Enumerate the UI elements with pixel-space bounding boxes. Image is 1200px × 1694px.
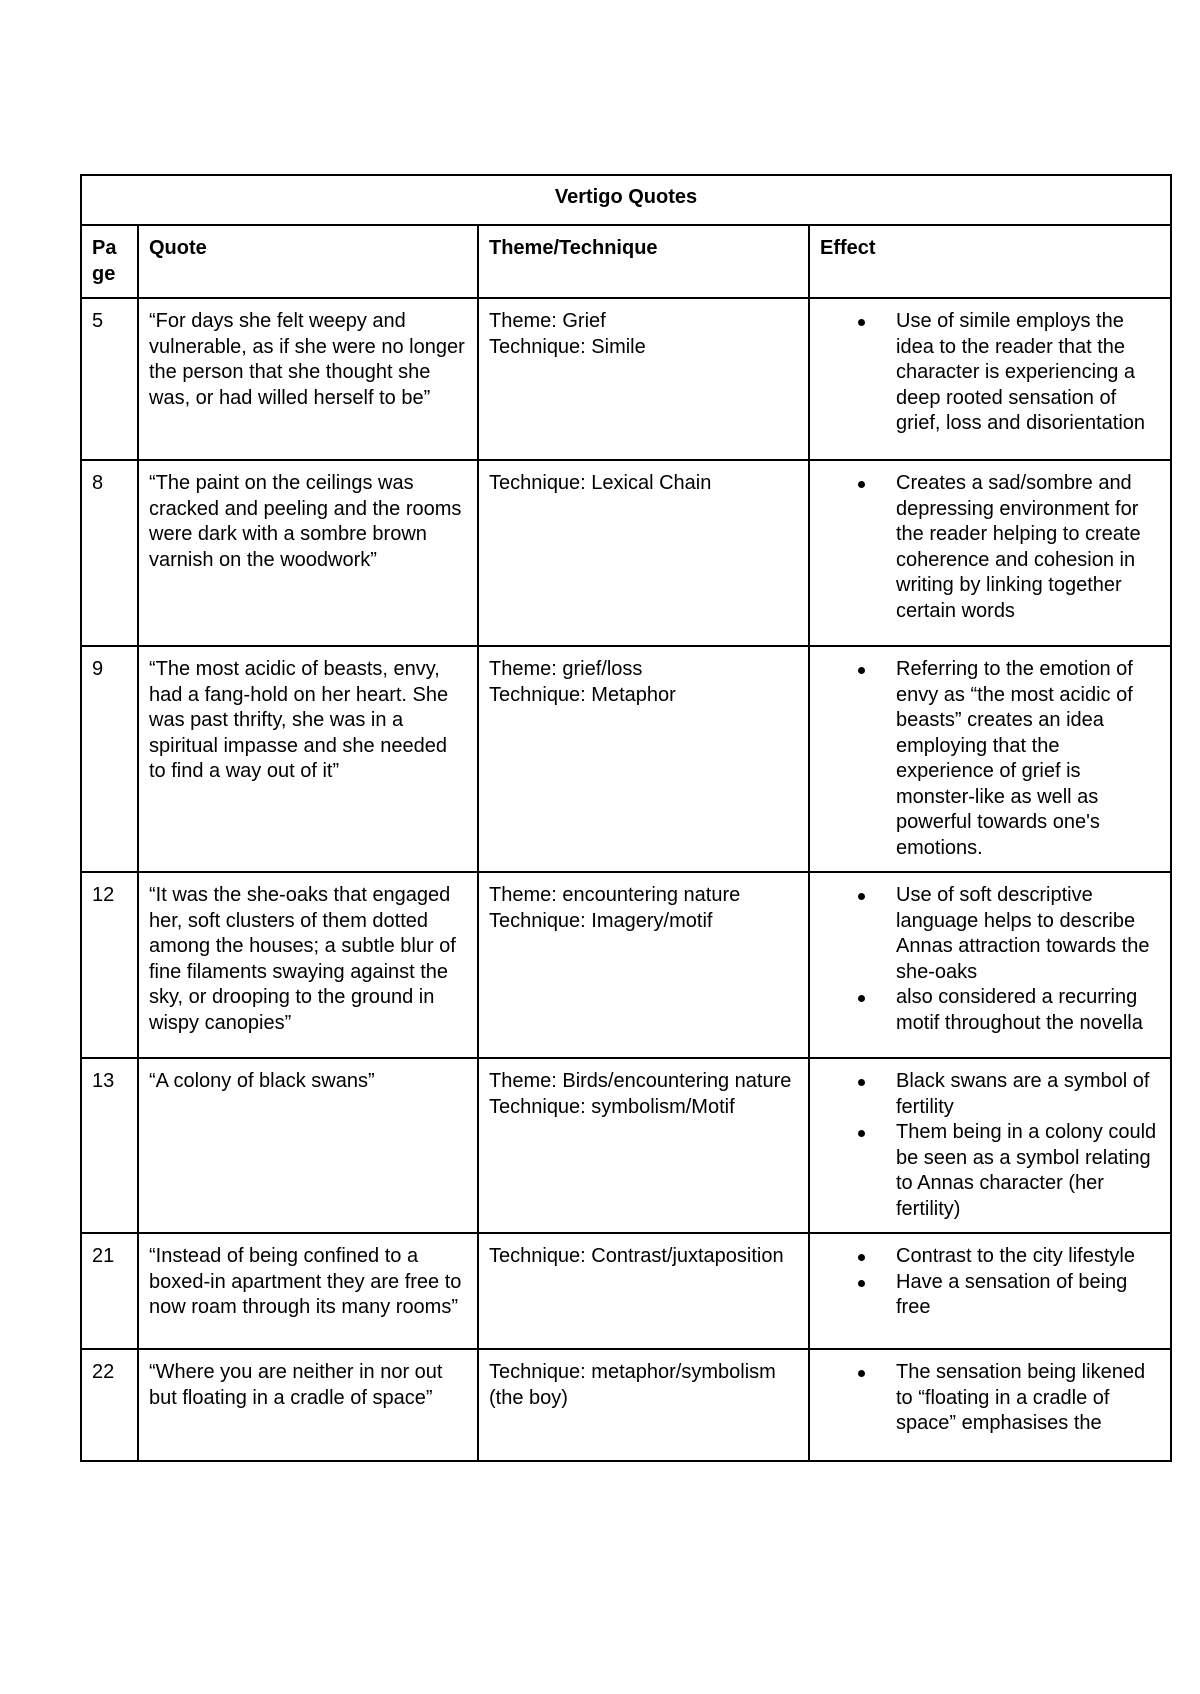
effect-text: Them being in a colony could be seen as a symbol relating to Annas character (her fertility) — [896, 1121, 1157, 1220]
bullet-icon — [858, 1370, 865, 1377]
bullet-icon — [858, 893, 865, 900]
effect-list-item — [896, 1360, 1161, 1437]
page-number-cell: 21 — [81, 1233, 138, 1349]
effect-text: Black swans are a symbol of fertility — [896, 1070, 1150, 1118]
effect-text: Have a sensation of being free — [896, 1270, 1128, 1318]
effect-cell — [809, 1233, 1171, 1349]
effect-list — [820, 309, 1161, 437]
theme-technique-line: Technique: Contrast/juxtaposition — [489, 1245, 784, 1267]
effect-list — [820, 1360, 1161, 1437]
effect-text: Contrast to the city lifestyle — [896, 1245, 1135, 1267]
effect-cell — [809, 646, 1171, 872]
effect-cell — [809, 1058, 1171, 1233]
table-row — [81, 1349, 1171, 1461]
effect-list — [820, 1244, 1161, 1321]
effect-text: Referring to the emotion of envy as “the most acidic of beasts” creates an idea employing that the experience of grief is monster-like as well as powerful towards one's emotions. — [896, 658, 1133, 859]
effect-text: The sensation being likened to “floating in a cradle of space” emphasises the — [896, 1361, 1146, 1434]
table-row — [81, 872, 1171, 1058]
effect-cell — [809, 872, 1171, 1058]
bullet-icon — [858, 1254, 865, 1261]
effect-list — [820, 1069, 1161, 1222]
theme-technique-line: Technique: Metaphor — [489, 683, 676, 706]
theme-technique-cell — [478, 1349, 809, 1461]
effect-list — [820, 657, 1161, 861]
table-row — [81, 1233, 1171, 1349]
effect-list-item — [896, 985, 1161, 1036]
page-number-cell: 5 — [81, 298, 138, 460]
bullet-icon — [858, 319, 865, 326]
table-title: Vertigo Quotes — [81, 175, 1171, 225]
page-number-cell: 13 — [81, 1058, 138, 1233]
theme-technique-cell — [478, 1058, 809, 1233]
header-effect: Effect — [809, 225, 1171, 298]
header-row — [81, 225, 1171, 298]
table-body — [81, 298, 1171, 1461]
theme-technique-line: Theme: grief/loss — [489, 658, 643, 680]
theme-technique-line: Technique: Imagery/motif — [489, 909, 713, 932]
effect-text: also considered a recurring motif throughout the novella — [896, 986, 1143, 1034]
effect-list-item — [896, 883, 1161, 985]
effect-cell — [809, 460, 1171, 646]
bullet-icon — [858, 1280, 865, 1287]
quotes-table — [80, 174, 1172, 1462]
effect-list-item — [896, 1270, 1161, 1321]
bullet-icon — [858, 481, 865, 488]
effect-list-item — [896, 471, 1161, 624]
page-number-cell: 9 — [81, 646, 138, 872]
table-row — [81, 460, 1171, 646]
effect-list-item — [896, 1069, 1161, 1120]
page-number-cell: 22 — [81, 1349, 138, 1461]
bullet-icon — [858, 1079, 865, 1086]
quote-cell: “Where you are neither in nor out but floating in a cradle of space” — [138, 1349, 478, 1461]
page-number-cell: 12 — [81, 872, 138, 1058]
theme-technique-cell — [478, 646, 809, 872]
theme-technique-line: Theme: Grief — [489, 310, 606, 332]
bullet-icon — [858, 995, 865, 1002]
bullet-icon — [858, 1130, 865, 1137]
effect-text: Use of soft descriptive language helps to describe Annas attraction towards the she-oaks — [896, 884, 1150, 983]
bullet-icon — [858, 667, 865, 674]
theme-technique-line: Technique: symbolism/Motif — [489, 1095, 735, 1118]
table-row — [81, 298, 1171, 460]
theme-technique-line: Technique: metaphor/symbolism (the boy) — [489, 1361, 776, 1409]
theme-technique-line: Technique: Lexical Chain — [489, 472, 712, 494]
quote-cell: “The paint on the ceilings was cracked and peeling and the rooms were dark with a sombre brown varnish on the woodwork” — [138, 460, 478, 646]
table-row — [81, 646, 1171, 872]
theme-technique-cell — [478, 298, 809, 460]
header-theme: Theme/Technique — [478, 225, 809, 298]
effect-cell — [809, 298, 1171, 460]
effect-list-item — [896, 1120, 1161, 1222]
quote-cell: “For days she felt weepy and vulnerable, as if she were no longer the person that she thought she was, or had willed herself to be” — [138, 298, 478, 460]
quote-cell: “The most acidic of beasts, envy, had a fang-hold on her heart. She was past thrifty, she was in a spiritual impasse and she needed to find a way out of it” — [138, 646, 478, 872]
effect-list-item — [896, 1244, 1161, 1270]
theme-technique-cell — [478, 460, 809, 646]
theme-technique-line: Theme: Birds/encountering nature — [489, 1070, 792, 1092]
effect-list-item — [896, 657, 1161, 861]
effect-cell — [809, 1349, 1171, 1461]
header-quote: Quote — [138, 225, 478, 298]
table-row — [81, 1058, 1171, 1233]
quote-cell: “A colony of black swans” — [138, 1058, 478, 1233]
effect-list — [820, 883, 1161, 1036]
effect-text: Use of simile employs the idea to the reader that the character is experiencing a deep rooted sensation of grief, loss and disorientation — [896, 310, 1146, 434]
theme-technique-cell — [478, 872, 809, 1058]
title-row — [81, 175, 1171, 225]
effect-list — [820, 471, 1161, 624]
quote-cell: “Instead of being confined to a boxed-in apartment they are free to now roam through its many rooms” — [138, 1233, 478, 1349]
page-number-cell: 8 — [81, 460, 138, 646]
effect-text: Creates a sad/sombre and depressing environment for the reader helping to create coherence and cohesion in writing by linking together certain words — [896, 472, 1141, 622]
theme-technique-line: Technique: Simile — [489, 335, 646, 358]
theme-technique-line: Theme: encountering nature — [489, 884, 741, 906]
effect-list-item — [896, 309, 1161, 437]
quote-cell: “It was the she-oaks that engaged her, soft clusters of them dotted among the houses; a subtle blur of fine filaments swaying against the sky, or drooping to the ground in wispy canopies” — [138, 872, 478, 1058]
header-page: Pa ge — [81, 225, 138, 298]
theme-technique-cell — [478, 1233, 809, 1349]
